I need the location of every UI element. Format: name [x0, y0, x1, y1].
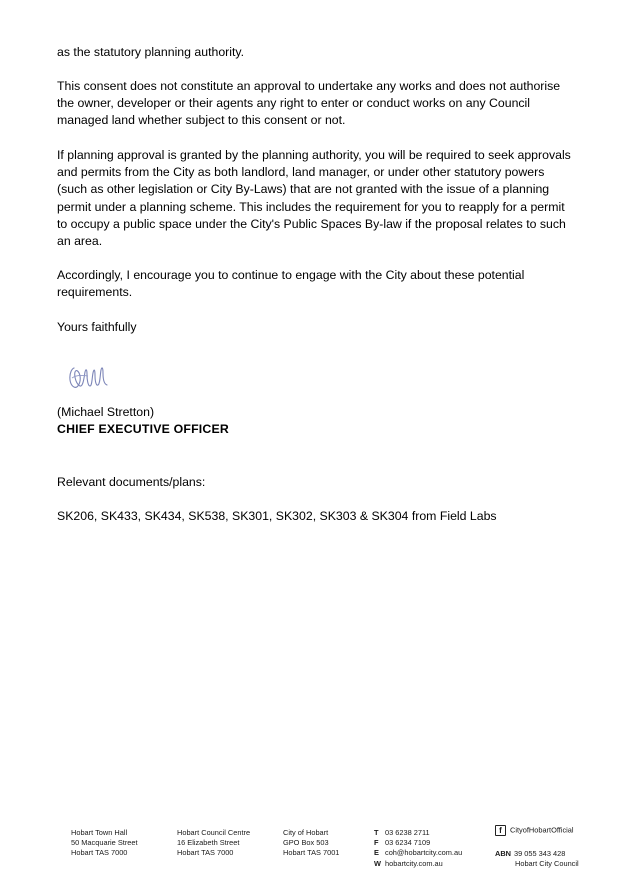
footer-line: Hobart TAS 7000	[71, 848, 128, 858]
footer-line: 50 Macquarie Street	[71, 838, 138, 848]
text-line: This consent does not constitute an approval to undertake any works and does not authorise	[57, 79, 561, 93]
footer-phone	[374, 828, 462, 838]
footer-town-hall	[71, 828, 138, 859]
relevant-documents	[57, 508, 577, 525]
footer-abn	[495, 849, 579, 869]
abn-line	[495, 849, 579, 859]
text-line: Accordingly, I encourage you to continue to engage with the City about these potential	[57, 268, 525, 282]
footer-social	[495, 825, 574, 839]
paragraph-authority	[57, 44, 577, 61]
relevant-documents-text: SK206, SK433, SK434, SK538, SK301, SK302, SK303 & SK304 from Field Labs	[57, 509, 497, 523]
footer-line: Hobart Council Centre	[177, 828, 251, 837]
fax-number: 03 6234 7109	[385, 838, 431, 848]
text-line: the owner, developer or their agents any right to enter or conduct works on any Council	[57, 96, 531, 111]
signature-block	[57, 404, 577, 438]
abn-label: ABN	[495, 849, 512, 858]
email-label: E	[374, 848, 379, 858]
footer-line: City of Hobart	[283, 828, 329, 837]
footer-fax	[374, 838, 462, 848]
text-line: as the statutory planning authority.	[57, 45, 245, 59]
text-line: and permits from the City as both landlord, land manager, or under other statutory powers	[57, 165, 545, 180]
relevant-heading-text: Relevant documents/plans:	[57, 475, 206, 489]
phone-label: T	[374, 828, 379, 837]
facebook-icon: f	[495, 825, 506, 836]
text-line: an area.	[57, 233, 103, 248]
paragraph-consent	[57, 78, 577, 130]
text-line: (such as other legislation or City By-Laws) that are not granted with the issue of a planning	[57, 182, 550, 197]
footer-web	[374, 859, 462, 869]
footer-contact	[374, 828, 462, 869]
phone-number[interactable]: 03 6238 2711	[385, 828, 430, 837]
signatory-name: (Michael Stretton)	[57, 405, 155, 419]
closing-text: Yours faithfully	[57, 320, 137, 334]
paragraph-approvals	[57, 147, 577, 250]
facebook-link[interactable]	[495, 825, 574, 839]
signature-image	[66, 360, 114, 392]
website-link[interactable]: hobartcity.com.au	[385, 858, 443, 868]
council-name: Hobart City Council	[515, 859, 579, 869]
paragraph-engagement	[57, 267, 577, 301]
relevant-heading	[57, 474, 577, 491]
signatory-title: CHIEF EXECUTIVE OFFICER	[57, 422, 229, 437]
footer-postal	[283, 828, 339, 859]
footer-line: 16 Elizabeth Street	[177, 838, 240, 848]
text-line: permit under a planning scheme. This includes the requirement for you to reapply for a permit	[57, 199, 565, 214]
closing-line	[57, 319, 577, 336]
footer-line: Hobart TAS 7001	[283, 848, 340, 858]
text-line: If planning approval is granted by the planning authority, you will be required to seek approvals	[57, 148, 571, 162]
footer-line: Hobart Town Hall	[71, 828, 128, 837]
footer-email	[374, 848, 462, 858]
footer-line: GPO Box 503	[283, 838, 329, 848]
footer-line: Hobart TAS 7000	[177, 848, 234, 858]
footer-council-centre	[177, 828, 250, 859]
facebook-handle: CityofHobartOfficial	[510, 825, 574, 835]
text-line: to occupy a public space under the City's Public Spaces By-law if the proposal relates to such	[57, 216, 566, 231]
email-link[interactable]: coh@hobartcity.com.au	[385, 848, 463, 858]
web-label: W	[374, 858, 381, 868]
fax-label: F	[374, 838, 379, 848]
text-line: requirements.	[57, 285, 133, 300]
abn-number: 39 055 343 428	[514, 849, 566, 858]
text-line: managed land whether subject to this consent or not.	[57, 113, 346, 128]
